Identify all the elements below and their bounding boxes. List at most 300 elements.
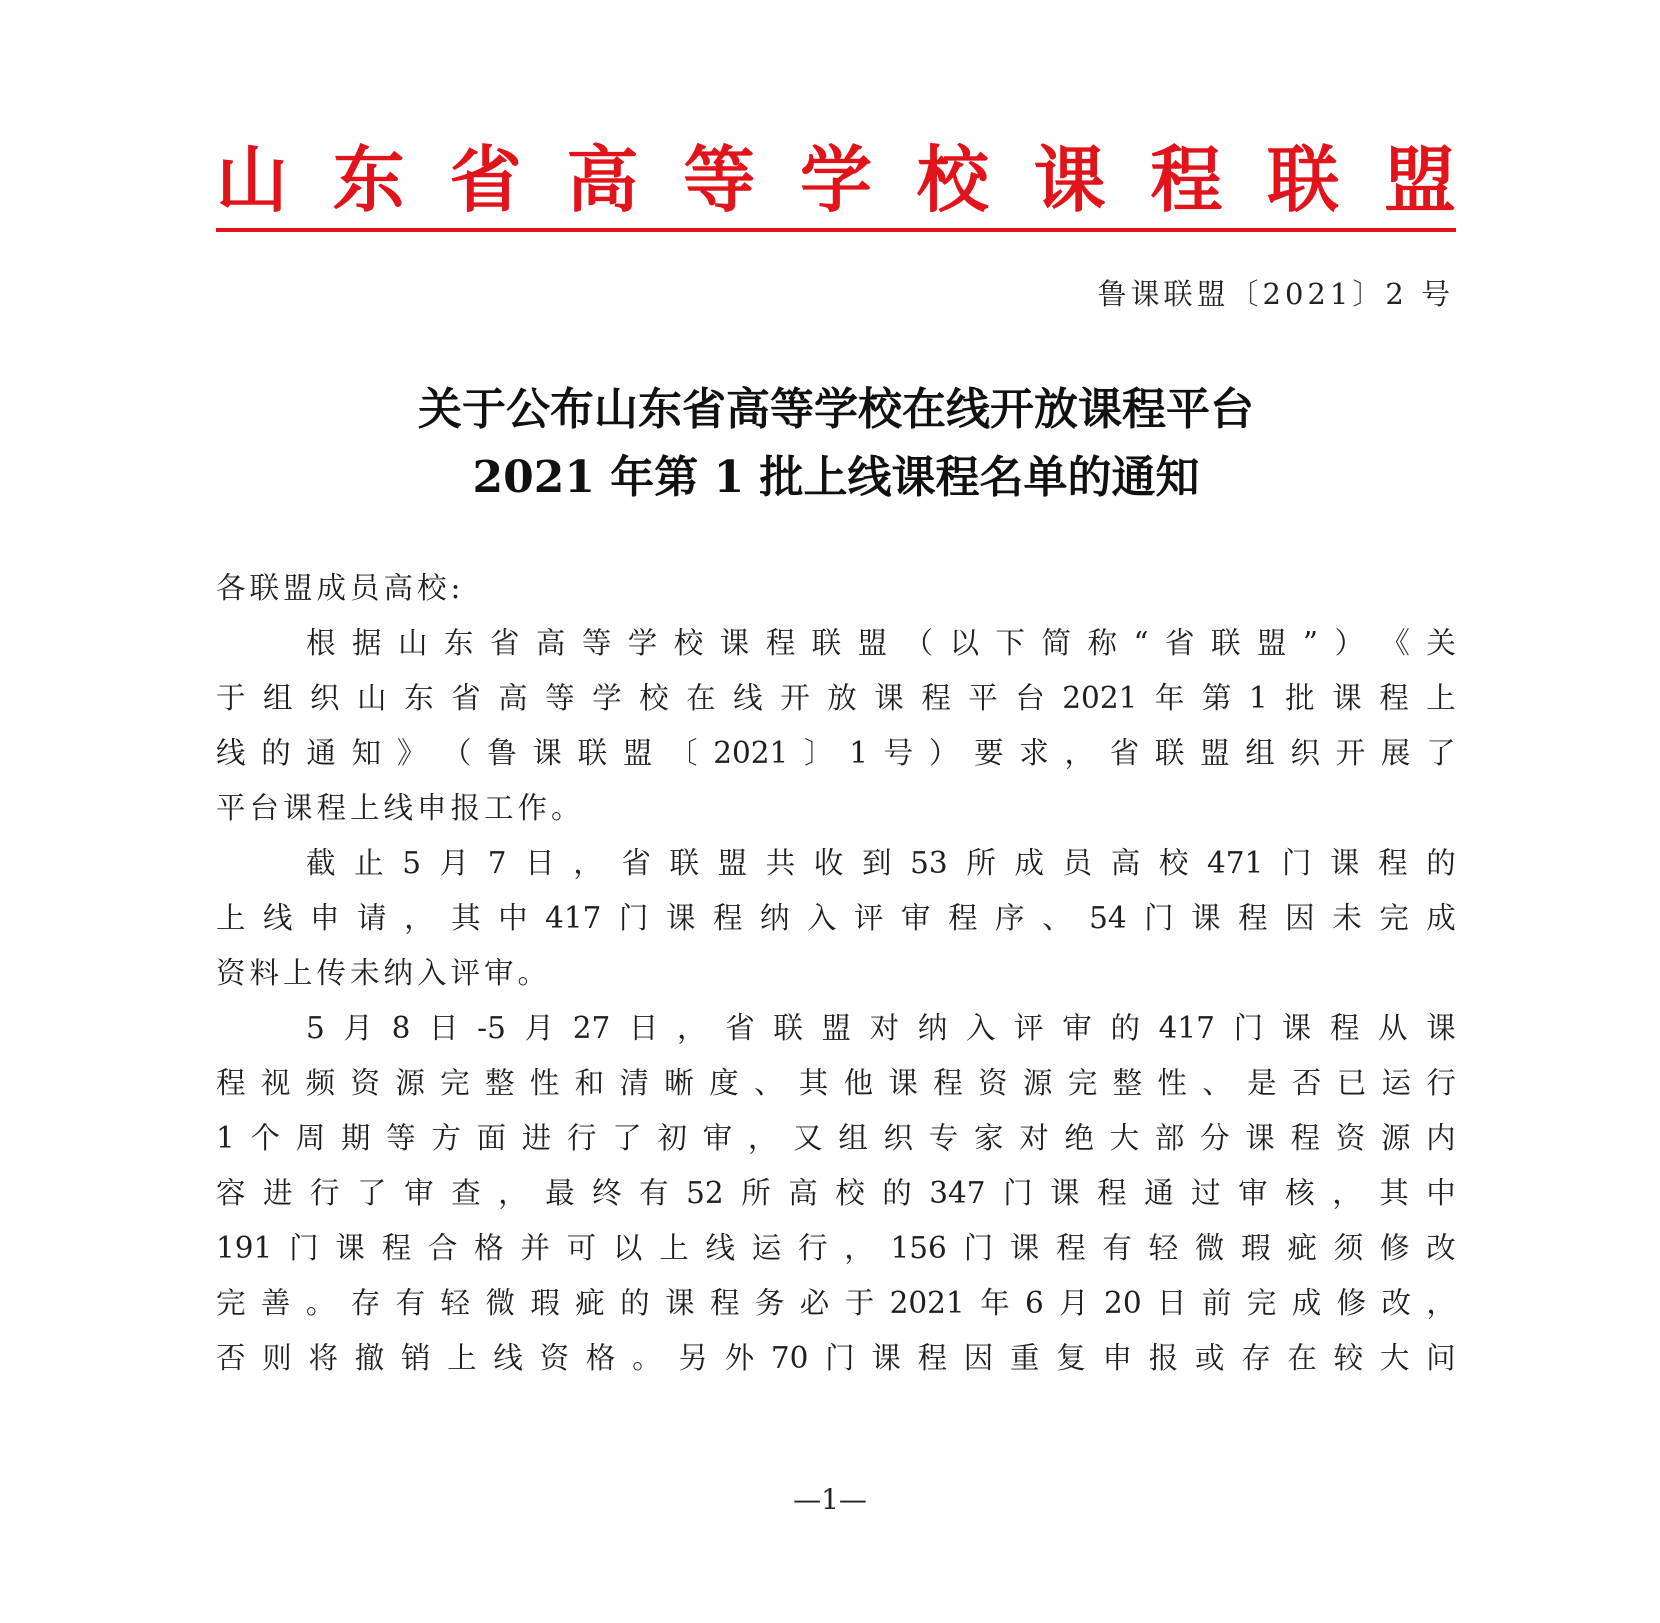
body-text-token: 上: [216, 901, 246, 935]
body-text-token: 于: [844, 1286, 875, 1320]
body-text-token: 课: [871, 1341, 901, 1375]
body-text-token: 晰: [664, 1066, 694, 1100]
body-text-token: 收: [813, 846, 844, 880]
body-text-token: 疵: [575, 1286, 605, 1320]
masthead-char: 程: [1150, 138, 1223, 222]
body-text-token: 改: [1381, 1286, 1412, 1320]
body-text-token: 课: [532, 736, 562, 770]
body-text-token: 程: [765, 626, 796, 660]
body-text-token: 省: [489, 626, 520, 660]
body-text-token: ，: [404, 901, 434, 935]
body-text-token: 417: [1158, 1011, 1215, 1045]
body-text-token: 批: [1285, 681, 1315, 715]
body-text-token: 前: [1201, 1286, 1232, 1320]
body-text-token: 面: [476, 1121, 507, 1155]
body-text-token: 源: [395, 1066, 425, 1100]
body-text-token: 70: [770, 1341, 809, 1375]
body-text-token: 知: [351, 736, 382, 770]
masthead-char: 等: [683, 138, 756, 222]
body-text-token: 上: [1426, 681, 1456, 715]
body-text-token: 中: [1426, 1176, 1456, 1210]
body-text-token: 对: [869, 1011, 900, 1045]
body-text-token: 课: [874, 681, 904, 715]
body-text-token: 须: [1333, 1231, 1364, 1265]
body-text-token: 53: [910, 846, 948, 880]
body-text-token: 止: [354, 846, 384, 880]
body-text-token: 6: [1024, 1286, 1044, 1320]
body-text-token: 盟: [1200, 736, 1230, 770]
body-text-token: 等: [545, 681, 575, 715]
body-text-token: 线: [216, 736, 246, 770]
body-text-token: 课: [1281, 1011, 1312, 1045]
body-text-token: 视: [260, 1066, 291, 1100]
body-text-token: 源: [1022, 1066, 1053, 1100]
body-text-token: 申: [1102, 1341, 1132, 1375]
body-text-token: 成: [1014, 846, 1044, 880]
body-text-token: 评: [1014, 1011, 1044, 1045]
body-text-token: 问: [1426, 1341, 1456, 1375]
body-text-token: 了: [1426, 736, 1456, 770]
body-text-token: 的: [261, 736, 291, 770]
body-text-token: 复: [1056, 1341, 1086, 1375]
body-text-token: 其: [1379, 1176, 1409, 1210]
body-text-token: 在: [686, 681, 716, 715]
body-line: [306, 623, 1456, 663]
body-text-token: 查: [451, 1176, 481, 1210]
body-text-token: 销: [400, 1341, 431, 1375]
body-text-token: 源: [1380, 1121, 1411, 1155]
body-text-token: 门: [1281, 846, 1312, 880]
body-text-token: 期: [340, 1121, 371, 1155]
body-text-token: 门: [825, 1341, 855, 1375]
body-text-token: 省: [451, 681, 481, 715]
body-line: 平台课程上线申报工作。: [216, 791, 585, 825]
body-text-token: -5: [477, 1011, 506, 1045]
body-text-token: 部: [1154, 1121, 1185, 1155]
body-text-token: 和: [574, 1066, 605, 1100]
body-text-token: 性: [529, 1066, 560, 1100]
body-text-token: 7: [487, 846, 507, 880]
body-text-token: 度: [709, 1066, 739, 1100]
body-text-token: 资: [539, 1341, 570, 1375]
body-text-token: 终: [592, 1176, 622, 1210]
body-text-token: 织: [310, 681, 340, 715]
body-text-token: 。: [632, 1341, 662, 1375]
body-text-token: 、: [1202, 1066, 1232, 1100]
masthead-char: 学: [799, 138, 872, 222]
body-text-token: 未: [1332, 901, 1362, 935]
body-text-token: 家: [973, 1121, 1004, 1155]
body-text-token: 2021: [713, 736, 789, 770]
body-text-token: 存: [350, 1286, 381, 1320]
body-text-token: 方: [431, 1121, 461, 1155]
body-text-token: 清: [619, 1066, 649, 1100]
body-text-token: ，: [844, 1231, 874, 1265]
body-text-token: 务: [754, 1286, 785, 1320]
body-text-token: 号: [883, 736, 914, 770]
body-text-token: 员: [1062, 846, 1093, 880]
body-text-token: 撤: [354, 1341, 385, 1375]
body-text-token: 重: [1010, 1341, 1040, 1375]
body-text-token: ）: [928, 736, 959, 770]
body-text-token: 瑕: [530, 1286, 560, 1320]
body-text-token: 下: [995, 626, 1026, 660]
body-text-token: 必: [799, 1286, 830, 1320]
body-text-token: 资: [1335, 1121, 1366, 1155]
body-text-token: 联: [577, 736, 608, 770]
masthead-char: 课: [1033, 138, 1106, 222]
body-text-token: 据: [351, 626, 382, 660]
body-text-token: 修: [1379, 1231, 1410, 1265]
body-text-token: 20: [1104, 1286, 1142, 1320]
body-line: [306, 1008, 1456, 1048]
body-text-token: 已: [1336, 1066, 1367, 1100]
body-text-token: 课: [1191, 901, 1221, 935]
body-text-token: 否: [1291, 1066, 1322, 1100]
masthead-char: 高: [566, 138, 639, 222]
body-text-token: 资: [350, 1066, 380, 1100]
body-text-token: 称: [1087, 626, 1117, 660]
body-text-token: 外: [724, 1341, 755, 1375]
body-text-token: 瑕: [1241, 1231, 1271, 1265]
body-text-token: 行: [310, 1176, 340, 1210]
body-text-token: 并: [520, 1231, 550, 1265]
body-text-token: 因: [963, 1341, 994, 1375]
body-text-token: 1: [1248, 681, 1268, 715]
body-line: [216, 1283, 1456, 1323]
body-text-token: 完: [1067, 1066, 1098, 1100]
body-text-token: （: [442, 736, 472, 770]
body-text-token: 的: [620, 1286, 650, 1320]
body-text-token: 较: [1333, 1341, 1364, 1375]
body-text-token: 开: [780, 681, 810, 715]
body-text-token: 容: [216, 1176, 246, 1210]
body-text-token: 完: [1246, 1286, 1277, 1320]
body-text-token: 省: [1164, 626, 1195, 660]
body-text-token: ，: [573, 846, 603, 880]
body-text-token: 等: [386, 1121, 416, 1155]
body-text-token: 改: [1426, 1231, 1456, 1265]
body-text-token: 盟: [857, 626, 888, 660]
body-text-token: 有: [395, 1286, 426, 1320]
body-text-token: 平: [968, 681, 998, 715]
body-text-token: 可: [566, 1231, 597, 1265]
body-text-token: 成: [1291, 1286, 1322, 1320]
body-line: [216, 1173, 1456, 1213]
body-text-token: 程: [1238, 901, 1268, 935]
body-text-token: 年: [980, 1286, 1010, 1320]
body-text-token: 进: [521, 1121, 552, 1155]
body-text-token: 山: [397, 626, 428, 660]
body-text-token: 课: [1009, 1231, 1040, 1265]
body-text-token: 有: [1102, 1231, 1132, 1265]
body-text-token: 省: [725, 1011, 755, 1045]
body-text-token: 成: [1426, 901, 1456, 935]
body-text-token: 组: [263, 681, 293, 715]
document-title-line-2: 2021 年第 1 批上线课程名单的通知: [472, 452, 1200, 503]
body-text-token: 。: [305, 1286, 336, 1320]
body-text-token: 对: [1019, 1121, 1049, 1155]
body-text-token: ，: [1064, 736, 1094, 770]
body-text-token: 大: [1379, 1341, 1410, 1375]
body-text-token: 个: [250, 1121, 280, 1155]
body-text-token: 核: [1285, 1176, 1315, 1210]
body-text-token: 月: [439, 846, 470, 880]
body-text-token: 校: [639, 681, 669, 715]
body-text-token: 入: [806, 901, 837, 935]
body-text-token: 联: [669, 846, 700, 880]
body-text-token: 进: [263, 1176, 293, 1210]
body-text-token: 日: [1156, 1286, 1187, 1320]
body-text-token: 组: [838, 1121, 868, 1155]
body-text-token: 通: [306, 736, 336, 770]
body-text-token: 微: [1194, 1231, 1225, 1265]
body-text-token: 完: [440, 1066, 470, 1100]
body-text-token: 入: [965, 1011, 996, 1045]
body-text-token: 性: [1157, 1066, 1187, 1100]
document-number: 鲁课联盟〔2021〕2 号: [1097, 277, 1454, 311]
body-text-token: 审: [1062, 1011, 1092, 1045]
body-text-token: 于: [216, 681, 246, 715]
body-text-token: 疵: [1287, 1231, 1317, 1265]
body-text-token: 放: [827, 681, 857, 715]
body-text-token: 2021: [889, 1286, 965, 1320]
body-text-token: 〕: [804, 736, 834, 770]
body-text-token: 格: [585, 1341, 616, 1375]
body-text-token: 程: [216, 1066, 246, 1100]
body-text-token: 运: [1381, 1066, 1412, 1100]
body-text-token: 学: [592, 681, 622, 715]
body-text-token: 盟: [622, 736, 653, 770]
body-text-token: 2021: [1062, 681, 1138, 715]
body-text-token: 盟: [1256, 626, 1287, 660]
body-line: [216, 733, 1456, 773]
body-text-token: 课: [1245, 1121, 1275, 1155]
body-text-token: 山: [357, 681, 387, 715]
body-text-token: ，: [1332, 1176, 1362, 1210]
body-text-token: 织: [883, 1121, 914, 1155]
body-text-token: 高: [498, 681, 528, 715]
body-text-token: 台: [1015, 681, 1045, 715]
body-text-token: 善: [260, 1286, 291, 1320]
body-text-token: 以: [949, 626, 980, 660]
body-text-token: 整: [484, 1066, 515, 1100]
body-text-token: 线: [733, 681, 763, 715]
body-text-token: 组: [1245, 736, 1275, 770]
body-text-token: 年: [1154, 681, 1185, 715]
body-text-token: 日: [525, 846, 555, 880]
body-text-token: 程: [917, 1341, 948, 1375]
body-text-token: 347: [929, 1176, 986, 1210]
body-text-token: 最: [545, 1176, 575, 1210]
body-text-token: 修: [1336, 1286, 1367, 1320]
body-text-token: 程: [1379, 681, 1409, 715]
body-text-token: 将: [308, 1341, 338, 1375]
body-line: [216, 1063, 1456, 1103]
masthead-char: 东: [332, 138, 405, 222]
body-text-token: 课: [1332, 681, 1362, 715]
body-text-token: 合: [427, 1231, 458, 1265]
body-text-token: 156: [890, 1231, 947, 1265]
body-text-token: 线: [493, 1341, 523, 1375]
body-text-token: 资: [978, 1066, 1008, 1100]
body-text-token: 课: [665, 1286, 695, 1320]
body-text-token: 第: [1201, 681, 1232, 715]
body-text-token: 织: [1290, 736, 1321, 770]
body-text-token: 高: [1110, 846, 1141, 880]
body-line: [306, 843, 1456, 883]
body-text-token: ”: [1302, 626, 1318, 660]
body-text-token: 上: [447, 1341, 477, 1375]
salutation: 各联盟成员高校:: [216, 571, 465, 605]
body-text-token: 整: [1112, 1066, 1143, 1100]
body-text-token: 鲁: [487, 736, 517, 770]
body-text-token: 门: [1003, 1176, 1033, 1210]
masthead-char: 校: [916, 138, 989, 222]
body-text-token: 门: [618, 901, 649, 935]
body-text-token: 程: [1378, 846, 1408, 880]
body-text-token: 纳: [759, 901, 790, 935]
body-text-token: 程: [1290, 1121, 1321, 1155]
body-text-token: 绝: [1064, 1121, 1094, 1155]
body-text-token: 因: [1285, 901, 1315, 935]
body-text-token: 审: [901, 901, 931, 935]
body-text-token: 1: [849, 736, 868, 770]
masthead-char: 盟: [1383, 138, 1456, 222]
body-text-token: 门: [1233, 1011, 1264, 1045]
body-text-token: 其: [451, 901, 481, 935]
body-text-token: 课: [1050, 1176, 1080, 1210]
body-text-token: 的: [1110, 1011, 1140, 1045]
body-text-token: 上: [659, 1231, 689, 1265]
body-text-token: ，: [1426, 1286, 1456, 1320]
body-text-token: 8: [391, 1011, 411, 1045]
body-text-token: 52: [686, 1176, 724, 1210]
body-text-token: 省: [621, 846, 651, 880]
body-text-token: 联: [1210, 626, 1241, 660]
body-text-token: 等: [581, 626, 612, 660]
body-text-token: 或: [1194, 1341, 1225, 1375]
body-text-token: 〔: [668, 736, 698, 770]
body-text-token: 、: [753, 1066, 784, 1100]
body-text-token: 东: [404, 681, 434, 715]
page-number: —1—: [793, 1483, 867, 1516]
body-text-token: 课: [665, 901, 696, 935]
body-text-token: 月: [1059, 1286, 1089, 1320]
body-text-token: 在: [1287, 1341, 1317, 1375]
body-text-token: 中: [498, 901, 528, 935]
body-text-token: 课: [335, 1231, 365, 1265]
document-title-line-1: 关于公布山东省高等学校在线开放课程平台: [418, 384, 1254, 435]
body-text-token: ，: [677, 1011, 707, 1045]
body-text-token: 程: [1329, 1011, 1360, 1045]
body-text-token: 专: [928, 1121, 959, 1155]
body-text-token: 完: [1379, 901, 1409, 935]
body-text-token: 运: [751, 1231, 782, 1265]
body-text-token: 27: [572, 1011, 611, 1045]
body-text-token: 191: [216, 1231, 273, 1265]
body-text-token: 根: [306, 626, 336, 660]
body-line: [216, 1118, 1456, 1158]
body-text-token: 行: [797, 1231, 828, 1265]
body-text-token: 大: [1109, 1121, 1140, 1155]
body-text-token: 另: [678, 1341, 708, 1375]
body-text-token: 的: [882, 1176, 912, 1210]
body-text-token: 行: [567, 1121, 597, 1155]
body-text-token: 月: [343, 1011, 373, 1045]
body-text-token: 过: [1191, 1176, 1221, 1210]
body-text-token: 门: [1144, 901, 1174, 935]
body-text-token: 有: [639, 1176, 669, 1210]
body-text-token: 初: [657, 1121, 687, 1155]
body-text-token: 校: [1158, 846, 1189, 880]
body-text-token: 所: [966, 846, 996, 880]
body-text-token: 线: [705, 1231, 735, 1265]
body-text-token: 评: [854, 901, 884, 935]
body-text-token: 线: [263, 901, 293, 935]
masthead-char: 联: [1267, 138, 1340, 222]
body-text-token: 频: [305, 1066, 336, 1100]
body-text-token: 高: [788, 1176, 818, 1210]
body-text-token: 请: [357, 901, 387, 935]
body-text-token: 联: [1154, 736, 1185, 770]
body-text-token: 54: [1089, 901, 1127, 935]
body-text-token: 了: [357, 1176, 387, 1210]
body-text-token: 高: [535, 626, 566, 660]
body-text-token: 所: [741, 1176, 771, 1210]
body-text-token: 程: [381, 1231, 412, 1265]
body-text-token: 以: [612, 1231, 643, 1265]
body-text-token: 其: [798, 1066, 829, 1100]
body-text-token: 程: [712, 901, 743, 935]
body-text-token: 417: [545, 901, 602, 935]
body-line: [216, 678, 1456, 718]
body-text-token: 学: [627, 626, 658, 660]
body-text-token: 门: [289, 1231, 319, 1265]
body-text-token: 的: [1426, 846, 1456, 880]
body-text-token: 审: [404, 1176, 434, 1210]
body-text-token: 门: [963, 1231, 994, 1265]
masthead-title: [216, 140, 1456, 220]
body-text-token: 他: [843, 1066, 874, 1100]
body-text-token: 简: [1041, 626, 1072, 660]
body-text-token: 校: [673, 626, 704, 660]
body-text-token: 程: [1056, 1231, 1086, 1265]
body-text-token: 要: [974, 736, 1004, 770]
body-text-token: ，: [747, 1121, 778, 1155]
body-text-token: 轻: [1148, 1231, 1179, 1265]
body-line: 资料上传未纳入评审。: [216, 956, 552, 990]
body-text-token: 471: [1206, 846, 1264, 880]
body-text-token: 是: [1247, 1066, 1277, 1100]
body-text-token: 关: [1426, 626, 1456, 660]
body-line: [216, 1338, 1456, 1378]
body-line: [216, 1228, 1456, 1268]
body-text-token: 5: [306, 1011, 325, 1045]
body-text-token: 到: [862, 846, 892, 880]
body-text-token: 审: [1238, 1176, 1268, 1210]
body-text-token: 否: [216, 1341, 246, 1375]
body-text-token: 序: [995, 901, 1025, 935]
body-text-token: 行: [1426, 1066, 1456, 1100]
body-text-token: 盟: [821, 1011, 852, 1045]
body-text-token: 课: [1426, 1011, 1456, 1045]
body-text-token: 分: [1200, 1121, 1230, 1155]
body-text-token: 开: [1335, 736, 1366, 770]
body-text-token: 存: [1241, 1341, 1271, 1375]
body-text-token: 程: [709, 1286, 740, 1320]
body-text-token: 程: [948, 901, 978, 935]
